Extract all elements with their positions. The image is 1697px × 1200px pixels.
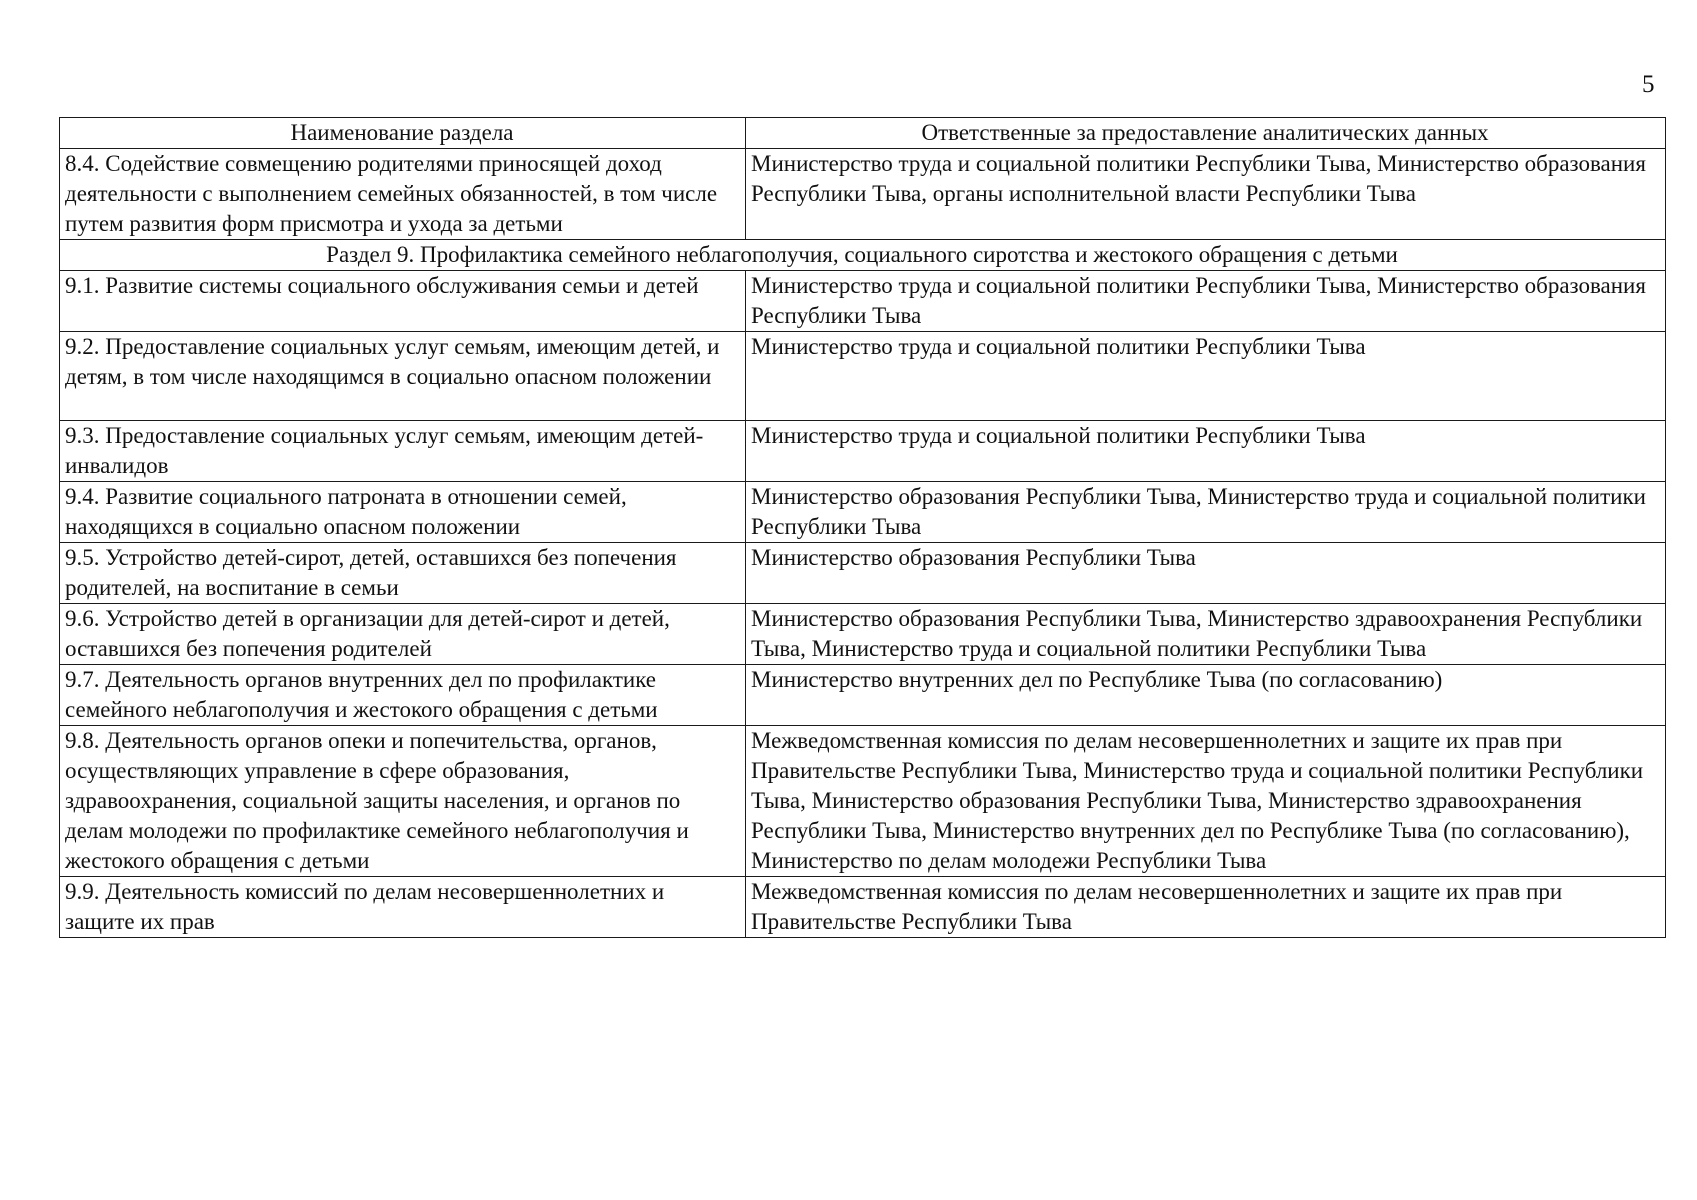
responsible-cell: Межведомственная комиссия по делам несовершеннолетних и защите их прав при Правительстве Республики Тыва, Министерство труда и социальной политики Республики Тыва, Министерство образования Республики Тыва, Министерство здравоохранения Республики Тыва, Министерство внутренних дел по Республике Тыва (по согласованию), Министерство по делам молодежи Республики Тыва: [746, 726, 1666, 877]
section-name-cell: 9.6. Устройство детей в организации для детей-сирот и детей, оставшихся без попечения родителей: [60, 604, 746, 665]
section-name-cell: 8.4. Содействие совмещению родителями приносящей доход деятельности с выполнением семейных обязанностей, в том числе путем развития форм присмотра и ухода за детьми: [60, 149, 746, 240]
section-name-cell: 9.1. Развитие системы социального обслуживания семьи и детей: [60, 271, 746, 332]
section-name-cell: 9.4. Развитие социального патроната в отношении семей, находящихся в социально опасном положении: [60, 482, 746, 543]
table-row: [60, 482, 1666, 543]
table-row: [60, 149, 1666, 240]
table-row: [60, 332, 1666, 421]
section-name-cell: 9.5. Устройство детей-сирот, детей, оставшихся без попечения родителей, на воспитание в семьи: [60, 543, 746, 604]
section-name-cell: 9.3. Предоставление социальных услуг семьям, имеющим детей-инвалидов: [60, 421, 746, 482]
table-row: [60, 665, 1666, 726]
section-name-cell: 9.7. Деятельность органов внутренних дел по профилактике семейного неблагополучия и жестокого обращения с детьми: [60, 665, 746, 726]
responsibility-table: [59, 117, 1666, 938]
responsible-cell: Министерство труда и социальной политики Республики Тыва: [746, 332, 1666, 421]
section-name-cell: 9.8. Деятельность органов опеки и попечительства, органов, осуществляющих управление в сфере образования, здравоохранения, социальной защиты населения, и органов по делам молодежи по профилактике семейного неблагополучия и жестокого обращения с детьми: [60, 726, 746, 877]
page-number: 5: [1642, 71, 1655, 98]
responsible-cell: Министерство образования Республики Тыва, Министерство здравоохранения Республики Тыва, Министерство труда и социальной политики Республики Тыва: [746, 604, 1666, 665]
section-9-title: Раздел 9. Профилактика семейного неблагополучия, социального сиротства и жестокого обращения с детьми: [60, 240, 1666, 271]
table-row: [60, 271, 1666, 332]
table-row: [60, 543, 1666, 604]
table-row: [60, 877, 1666, 938]
table-header-row: [60, 118, 1666, 149]
responsible-cell: Министерство образования Республики Тыва, Министерство труда и социальной политики Республики Тыва: [746, 482, 1666, 543]
section-name-cell: 9.9. Деятельность комиссий по делам несовершеннолетних и защите их прав: [60, 877, 746, 938]
responsible-cell: Министерство труда и социальной политики Республики Тыва: [746, 421, 1666, 482]
responsible-cell: Министерство труда и социальной политики Республики Тыва, Министерство образования Республики Тыва, органы исполнительной власти Республики Тыва: [746, 149, 1666, 240]
header-responsible: Ответственные за предоставление аналитических данных: [746, 118, 1666, 149]
table-row: [60, 421, 1666, 482]
responsible-cell: Министерство образования Республики Тыва: [746, 543, 1666, 604]
responsible-cell: Межведомственная комиссия по делам несовершеннолетних и защите их прав при Правительстве Республики Тыва: [746, 877, 1666, 938]
responsible-cell: Министерство внутренних дел по Республике Тыва (по согласованию): [746, 665, 1666, 726]
table-row: [60, 726, 1666, 877]
table-row: [60, 604, 1666, 665]
header-section-name: Наименование раздела: [60, 118, 746, 149]
responsible-cell: Министерство труда и социальной политики Республики Тыва, Министерство образования Республики Тыва: [746, 271, 1666, 332]
section-name-cell: 9.2. Предоставление социальных услуг семьям, имеющим детей, и детям, в том числе находящимся в социально опасном положении: [60, 332, 746, 421]
section-heading-row: [60, 240, 1666, 271]
